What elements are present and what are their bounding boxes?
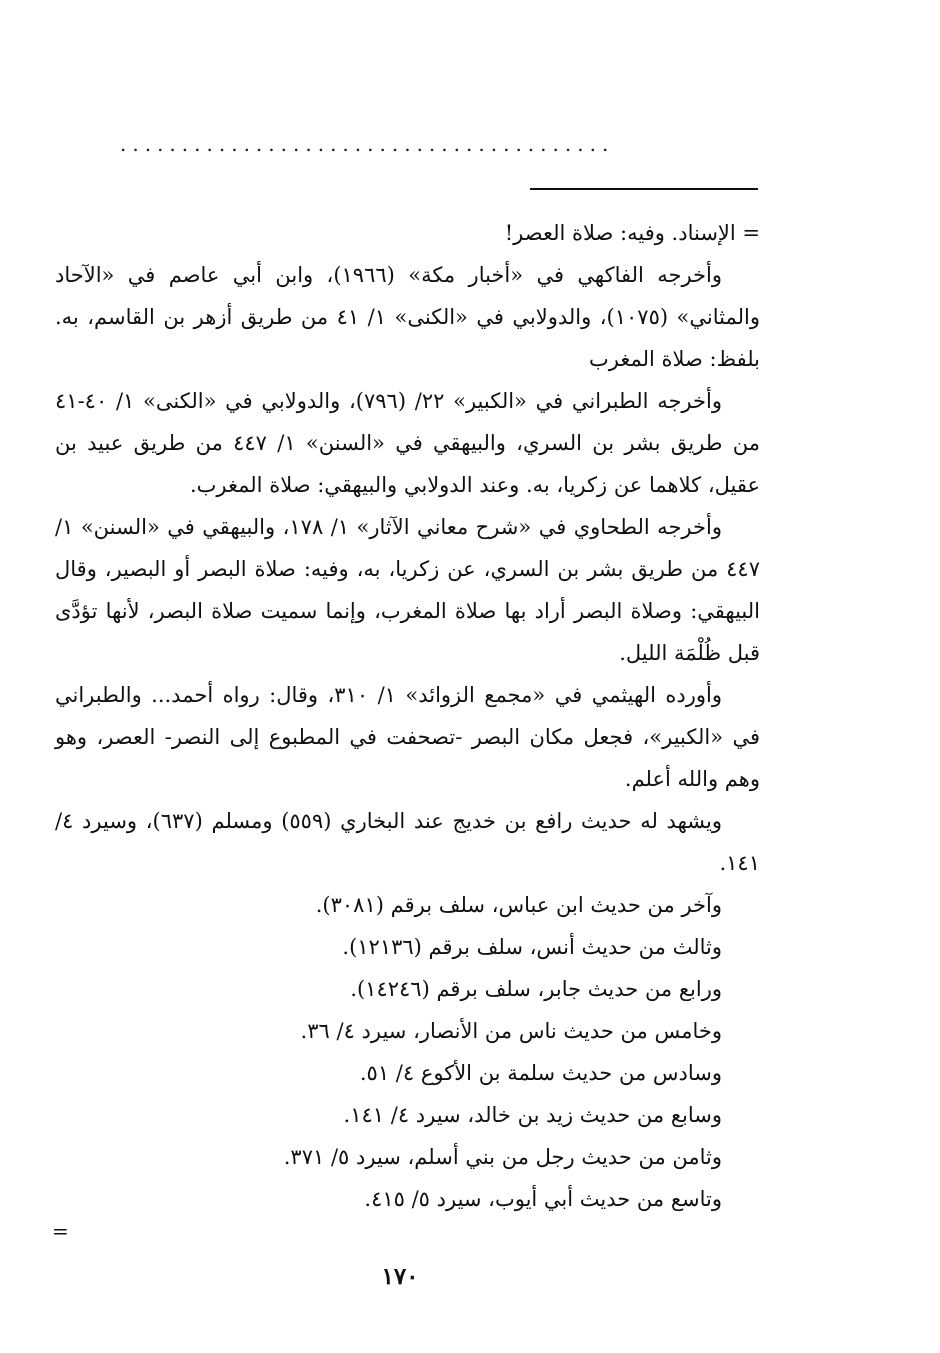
witness-item-2: وثالث من حديث أنس، سلف برقم (١٢١٣٦). xyxy=(342,935,722,959)
dotted-separator: ........................................ xyxy=(120,134,615,154)
witness-item-6: وسابع من حديث زيد بن خالد، سيرد ٤/ ١٤١. xyxy=(343,1103,722,1127)
witness-list xyxy=(55,884,760,1220)
continued-mark: = xyxy=(52,1219,69,1243)
witness-item-5: وسادس من حديث سلمة بن الأكوع ٤/ ٥١. xyxy=(359,1061,722,1085)
footnote-continuation: = الإسناد. وفيه: صلاة العصر! xyxy=(504,221,760,245)
witness-item-7: وثامن من حديث رجل من بني أسلم، سيرد ٥/ ٣٧١. xyxy=(283,1145,722,1169)
footnote-paragraph-5: ويشهد له حديث رافع بن خديج عند البخاري (٥٥٩) ومسلم (٦٣٧)، وسيرد ٤/ ١٤١. xyxy=(55,809,760,875)
footnote-paragraph-1: وأخرجه الفاكهي في «أخبار مكة» (١٩٦٦)، وابن أبي عاصم في «الآحاد والمثاني» (١٠٧٥)، والدولابي في «الكنى» ١/ ٤١ من طريق أزهر بن القاسم، به. بلفظ: صلاة المغرب xyxy=(55,263,760,371)
footnotes-block xyxy=(55,212,760,1220)
footnote-rule xyxy=(530,188,758,190)
page-number: ١٧٠ xyxy=(381,1263,419,1290)
witness-item-3: ورابع من حديث جابر، سلف برقم (١٤٢٤٦). xyxy=(350,977,722,1001)
footnote-paragraph-3: وأخرجه الطحاوي في «شرح معاني الآثار» ١/ ١٧٨، والبيهقي في «السنن» ١/ ٤٤٧ من طريق بشر بن السري، عن زكريا، به، وفيه: صلاة البصر أو البصير، وقال البيهقي: وصلاة البصر أراد بها صلاة المغرب، وإنما سميت صلاة البصر، لأنها تؤدَّى قبل ظُلْمَة الليل. xyxy=(55,515,760,665)
footnote-paragraph-4: وأورده الهيثمي في «مجمع الزوائد» ١/ ٣١٠، وقال: رواه أحمد... والطبراني في «الكبير»، فجعل مكان البصر -تصحفت في المطبوع إلى النصر- العصر، وهو وهم والله أعلم. xyxy=(55,683,760,791)
witness-item-8: وتاسع من حديث أبي أيوب، سيرد ٥/ ٤١٥. xyxy=(364,1187,722,1211)
witness-item-1: وآخر من حديث ابن عباس، سلف برقم (٣٠٨١). xyxy=(315,893,722,917)
footnote-paragraph-2: وأخرجه الطبراني في «الكبير» ٢٢/ (٧٩٦)، والدولابي في «الكنى» ١/ ٤٠-٤١ من طريق بشر بن السري، والبيهقي في «السنن» ١/ ٤٤٧ من طريق عبيد بن عقيل، كلاهما عن زكريا، به. وعند الدولابي والبيهقي: صلاة المغرب. xyxy=(55,389,760,497)
witness-item-4: وخامس من حديث ناس من الأنصار، سيرد ٤/ ٣٦. xyxy=(300,1019,722,1043)
